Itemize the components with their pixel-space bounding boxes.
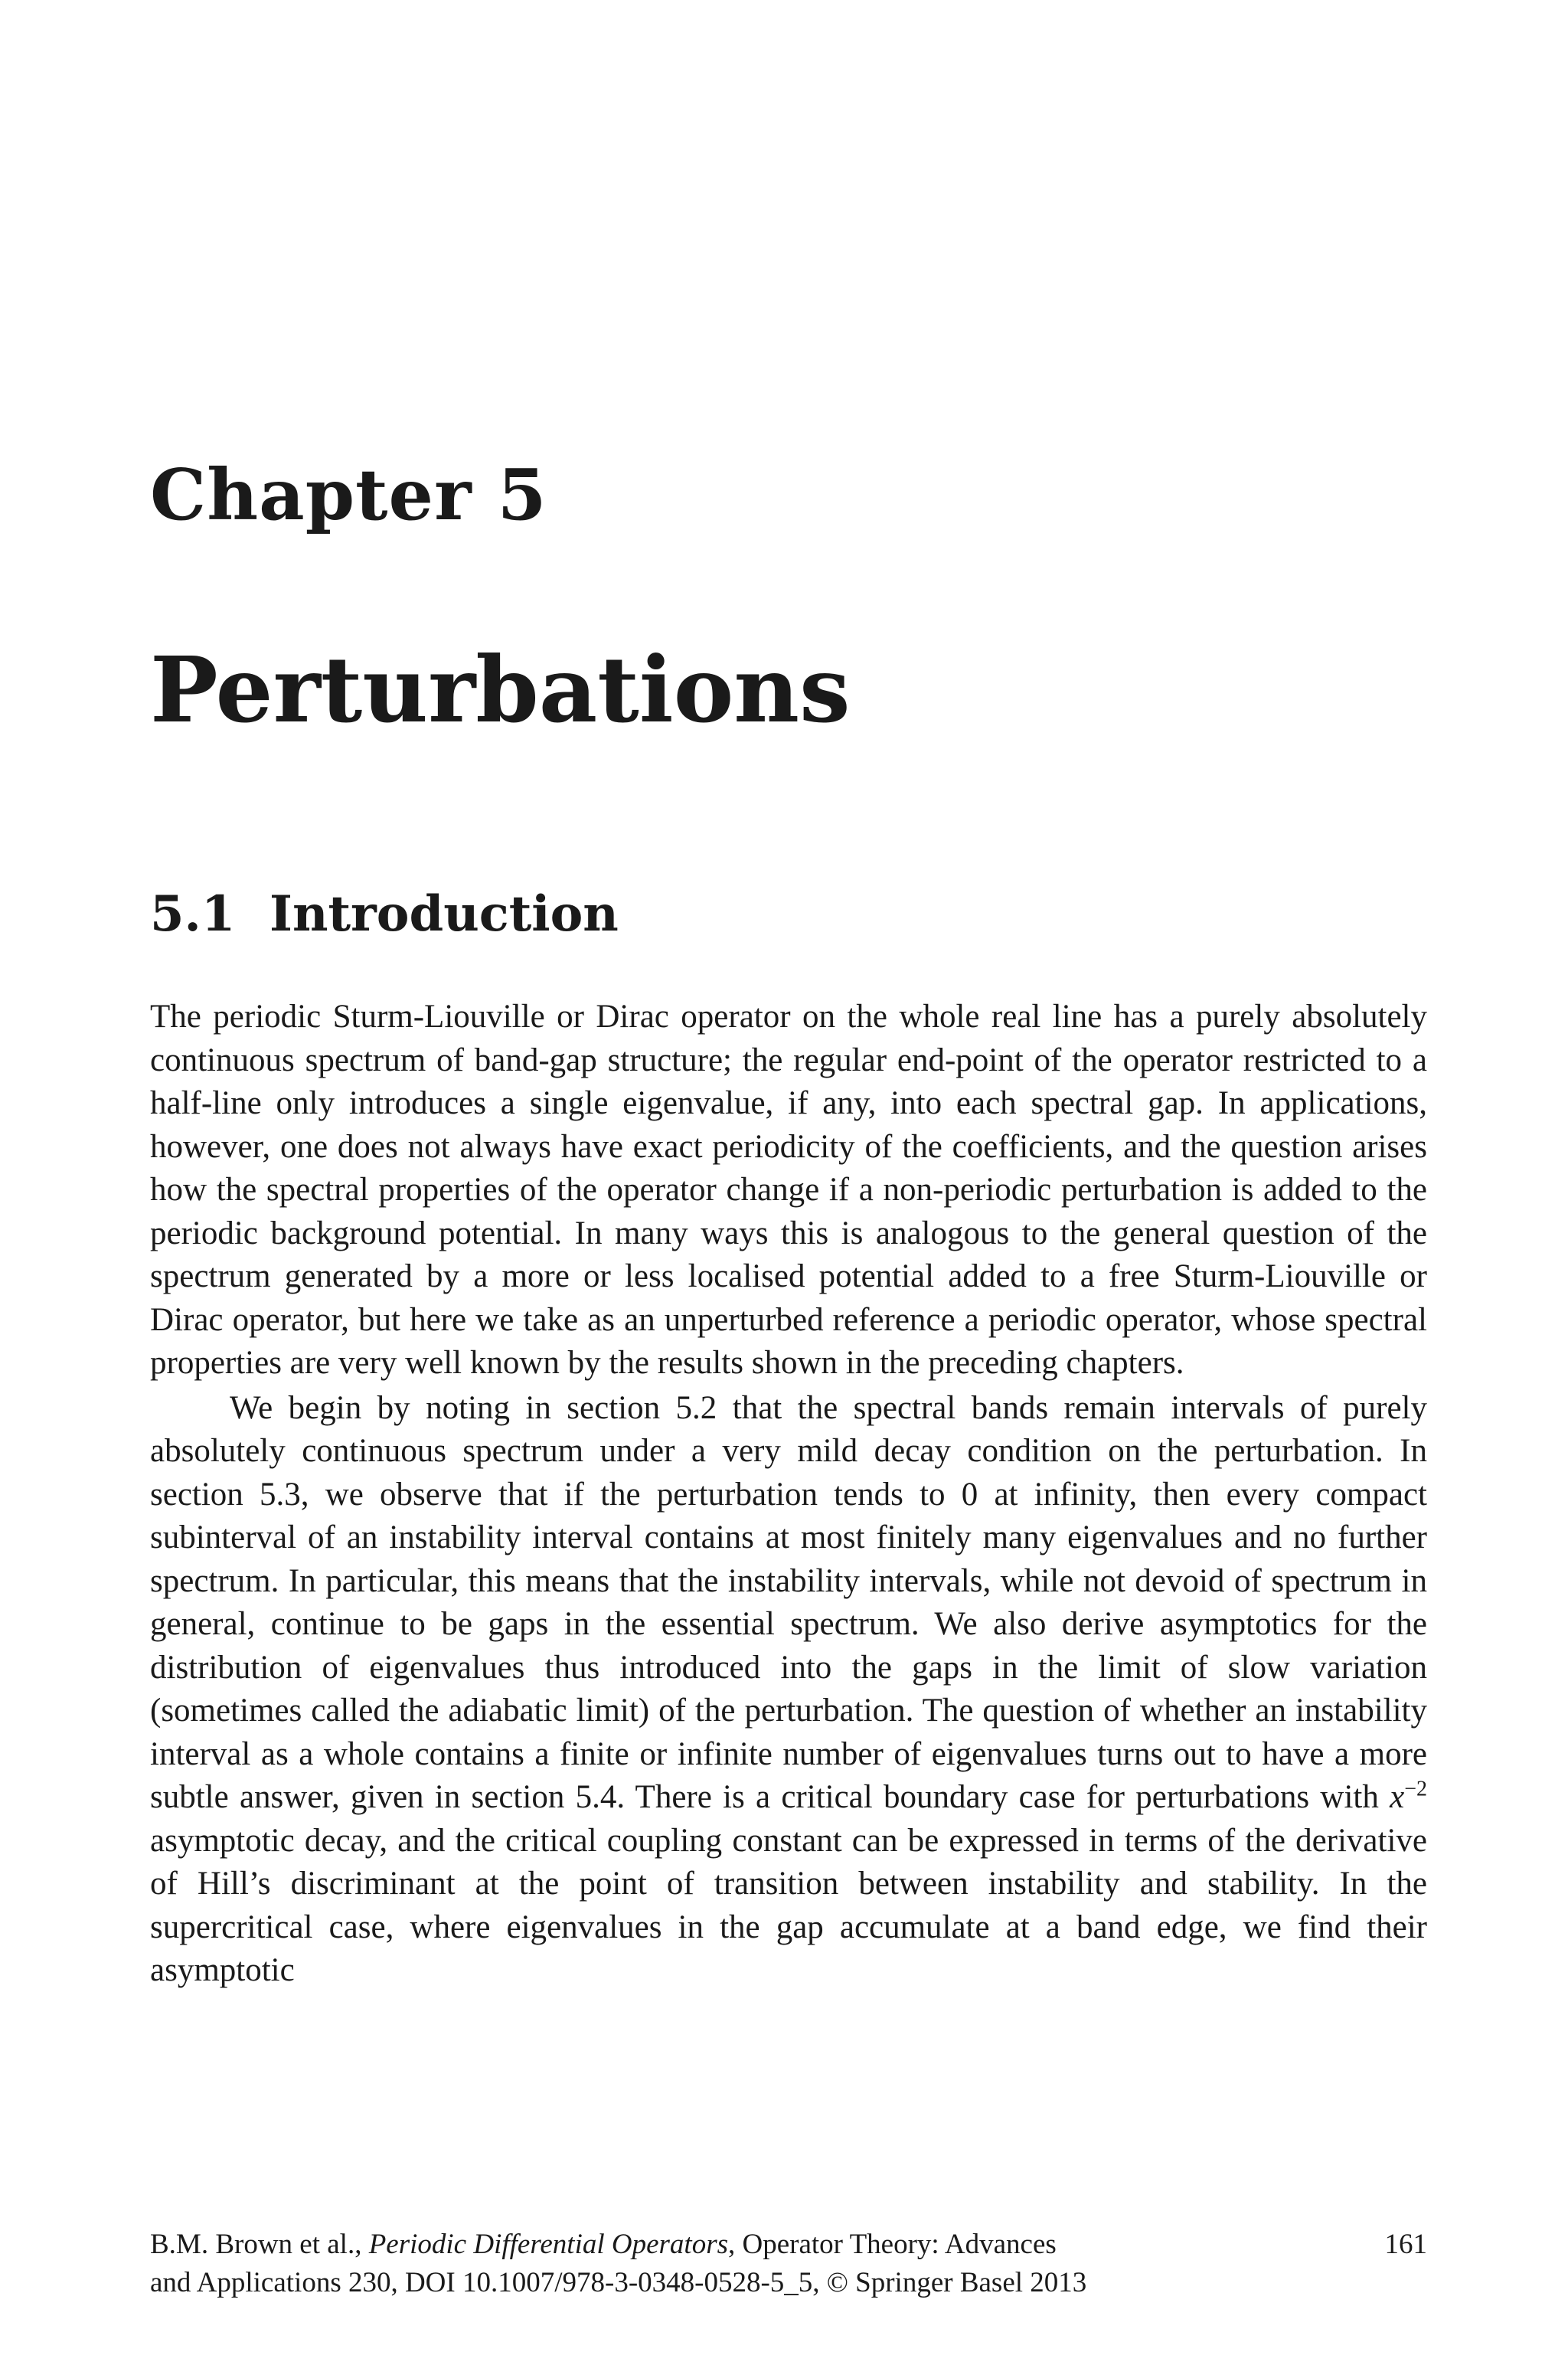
paragraph-1: The periodic Sturm-Liouville or Dirac operator on the whole real line has a purely absolutely continuous spectrum of band-gap structure; the regular end-point of the operator restricted to a half-line only introduces a single eigenvalue, if any, into each spectral gap. In applications, however, one does not always have exact periodicity of the coefficients, and the question arises how the spectral properties of the operator change if a non-periodic perturbation is added to the periodic background potential. In many ways this is analogous to the general question of the spectrum generated by a more or less localised potential added to a free Sturm-Liouville or Dirac operator, but here we take as an unperturbed reference a periodic operator, whose spectral properties are very well known by the results shown in the preceding chapters. (150, 999, 1427, 1381)
footer (150, 2226, 1427, 2302)
paragraph-2-part-b: asymptotic decay, and the critical coupling constant can be expressed in terms of the derivative of Hill’s discriminant at the point of transition between instability and stability. In the supercritical case, where eigenvalues in the gap accumulate at a band edge, we find their asymptotic (150, 1822, 1427, 1988)
chapter-title: Perturbations (150, 636, 851, 743)
paragraph-2 (150, 1387, 1427, 1993)
page-number: 161 (1384, 2229, 1427, 2260)
math-exponent: −2 (1404, 1777, 1427, 1801)
paragraph-2-part-a: We begin by noting in section 5.2 that the spectral bands remain intervals of purely absolutely continuous spectrum under a very mild decay condition on the perturbation. In section 5.3, we observe that if the perturbation tends to 0 at infinity, then every compact subinterval of an instability interval contains at most finitely many eigenvalues and no further spectrum. In particular, this means that the instability intervals, while not devoid of spectrum in general, continue to be gaps in the essential spectrum. We also derive asymptotics for the distribution of eigenvalues thus introduced into the gaps in the limit of slow variation (sometimes called the adiabatic limit) of the perturbation. The question of whether an instability interval as a whole contains a finite or infinite number of eigenvalues turns out to have a more subtle answer, given in section 5.4. There is a critical boundary case for perturbations with (150, 1389, 1427, 1815)
section-title: Introduction (270, 885, 619, 943)
footer-citation (150, 2226, 1298, 2302)
math-x: x (1390, 1779, 1405, 1815)
footer-series-line1: , Operator Theory: Advances (728, 2229, 1057, 2260)
section-heading (150, 885, 619, 943)
chapter-label: Chapter 5 (150, 453, 547, 536)
footer-series-line2: and Applications 230, DOI 10.1007/978-3-0348-0528-5_5, © Springer Basel 2013 (150, 2267, 1087, 2298)
footer-book-title: Periodic Differential Operators (368, 2229, 728, 2260)
footer-authors: B.M. Brown et al., (150, 2229, 369, 2260)
section-number: 5.1 (150, 885, 236, 943)
body-text (150, 996, 1427, 1993)
